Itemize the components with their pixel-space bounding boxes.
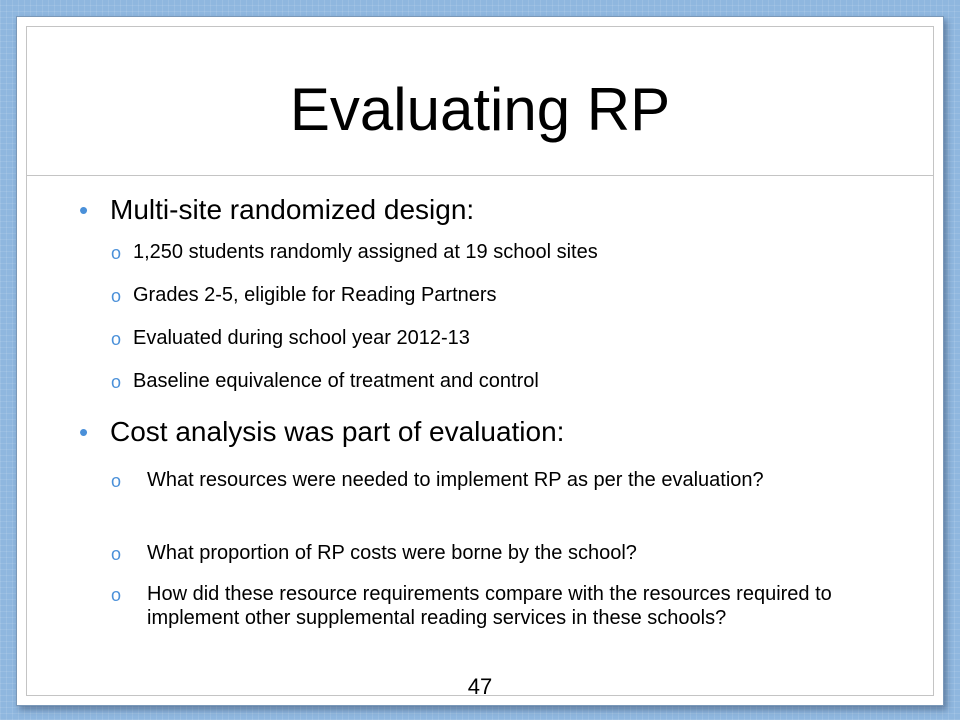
list-item-text: Evaluated during school year 2012-13 xyxy=(133,327,470,349)
sub-bullet-icon: o xyxy=(111,544,122,564)
sub-bullet-icon: o xyxy=(111,243,122,263)
sub-bullet-icon: o xyxy=(111,585,122,605)
section-heading-text: Multi-site randomized design: xyxy=(110,194,475,225)
slide-title: Evaluating RP xyxy=(289,76,671,143)
slide xyxy=(16,16,944,706)
bullet-dot-icon: • xyxy=(79,417,89,447)
page-number: 47 xyxy=(467,674,493,699)
sub-bullet-icon: o xyxy=(111,372,122,392)
slide-body xyxy=(17,17,943,705)
bullet-dot-icon: • xyxy=(79,195,89,225)
sub-bullet-icon: o xyxy=(111,286,122,306)
sub-bullet-icon: o xyxy=(111,329,122,349)
sub-bullet-icon: o xyxy=(111,471,122,491)
list-item-text: How did these resource requirements compare with the resources required to implement other supplemental reading services in these schools? xyxy=(147,583,832,629)
section-heading-text: Cost analysis was part of evaluation: xyxy=(110,416,565,447)
list-item-text: 1,250 students randomly assigned at 19 school sites xyxy=(133,241,598,263)
list-item-text: What proportion of RP costs were borne by the school? xyxy=(147,542,637,564)
list-item-text: Grades 2-5, eligible for Reading Partners xyxy=(133,284,497,306)
list-item-text: What resources were needed to implement RP as per the evaluation? xyxy=(147,469,764,491)
list-item-text: Baseline equivalence of treatment and control xyxy=(133,370,539,392)
